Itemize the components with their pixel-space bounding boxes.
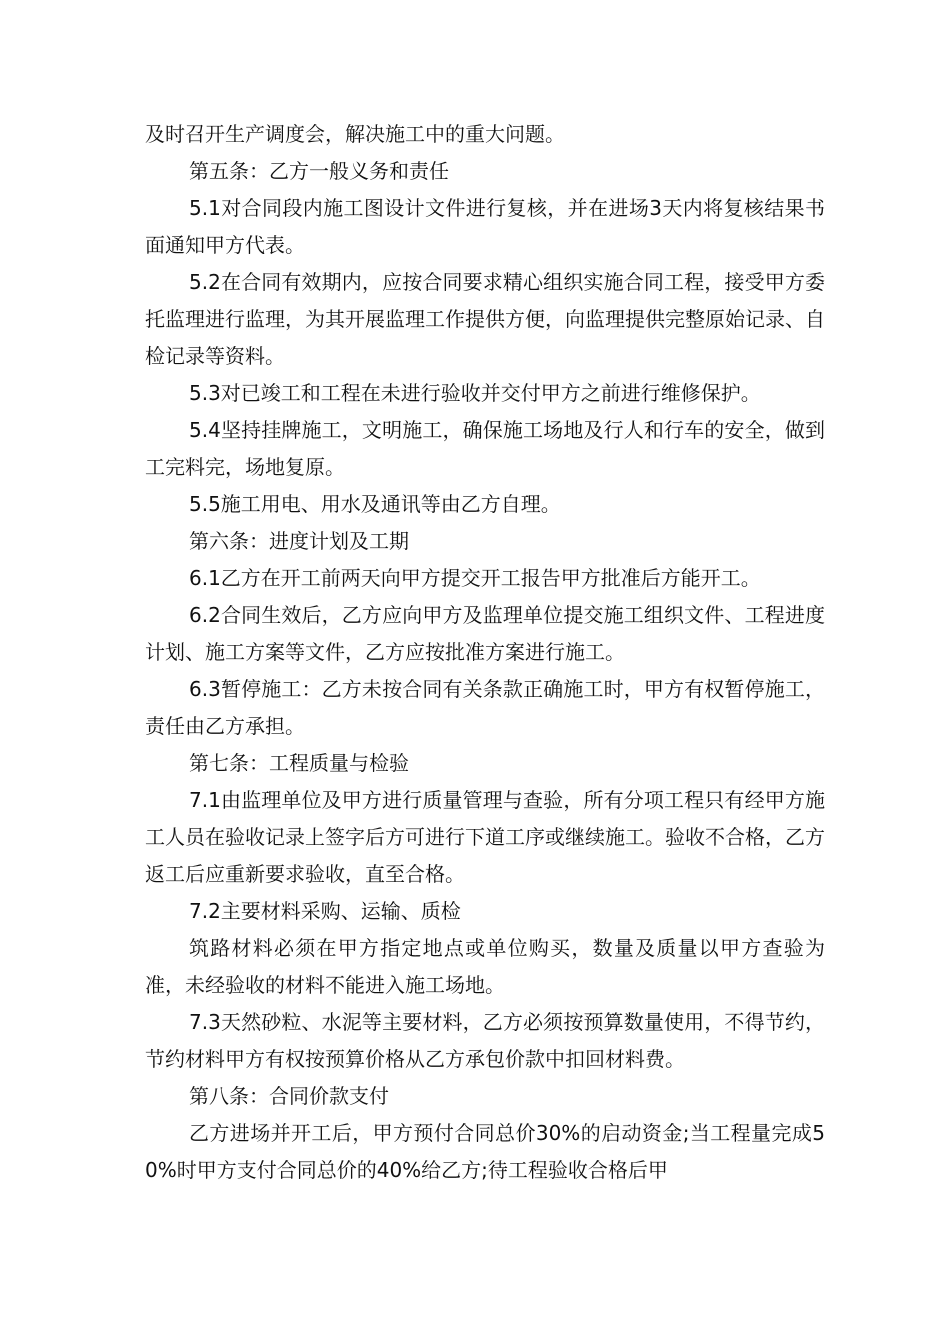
article-5-heading: 第五条：乙方一般义务和责任 [189, 159, 449, 183]
clause-5-1: 5.1对合同段内施工图设计文件进行复核，并在进场3天内将复核结果书面通知甲方代表。 [145, 196, 825, 257]
article-8-payment-text: 乙方进场并开工后，甲方预付合同总价30%的启动资金;当工程量完成50%时甲方支付合同总价的40%给乙方;待工程验收合格后甲 [145, 1121, 825, 1182]
paragraph-continuation: 及时召开生产调度会，解决施工中的重大问题。 [145, 122, 565, 146]
clause-5-5: 5.5施工用电、用水及通讯等由乙方自理。 [189, 492, 561, 516]
clause-7-3: 7.3天然砂粒、水泥等主要材料，乙方必须按预算数量使用，不得节约，节约材料甲方有权按预算价格从乙方承包价款中扣回材料费。 [145, 1010, 825, 1071]
clause-5-2: 5.2在合同有效期内，应按合同要求精心组织实施合同工程，接受甲方委托监理进行监理，为其开展监理工作提供方便，向监理提供完整原始记录、自检记录等资料。 [145, 270, 825, 368]
clause-7-1: 7.1由监理单位及甲方进行质量管理与查验，所有分项工程只有经甲方施工人员在验收记录上签字后方可进行下道工序或继续施工。验收不合格，乙方返工后应重新要求验收，直至合格。 [145, 788, 825, 886]
clause-5-3: 5.3对已竣工和工程在未进行验收并交付甲方之前进行维修保护。 [189, 381, 761, 405]
clause-5-4: 5.4坚持挂牌施工，文明施工，确保施工场地及行人和行车的安全，做到工完料完，场地复原。 [145, 418, 825, 479]
clause-6-1: 6.1乙方在开工前两天向甲方提交开工报告甲方批准后方能开工。 [189, 566, 761, 590]
article-6-heading: 第六条：进度计划及工期 [189, 529, 409, 553]
article-8-heading: 第八条：合同价款支付 [189, 1084, 389, 1108]
document-body [145, 116, 825, 1189]
article-7-heading: 第七条：工程质量与检验 [189, 751, 409, 775]
clause-7-2: 7.2主要材料采购、运输、质检 [189, 899, 461, 923]
clause-7-2-detail: 筑路材料必须在甲方指定地点或单位购买，数量及质量以甲方查验为准，未经验收的材料不能进入施工场地。 [145, 936, 825, 997]
clause-6-3: 6.3暂停施工：乙方未按合同有关条款正确施工时，甲方有权暂停施工，责任由乙方承担。 [145, 677, 825, 738]
clause-6-2: 6.2合同生效后，乙方应向甲方及监理单位提交施工组织文件、工程进度计划、施工方案等文件，乙方应按批准方案进行施工。 [145, 603, 825, 664]
